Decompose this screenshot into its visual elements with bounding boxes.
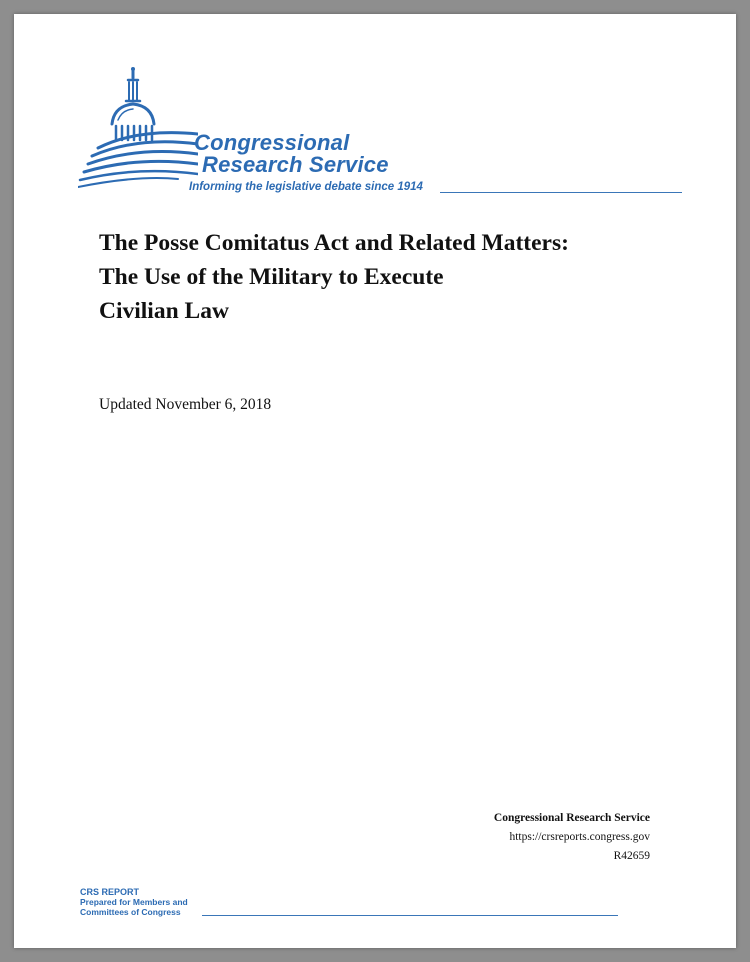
publisher-url[interactable]: https://crsreports.congress.gov — [509, 831, 650, 843]
crs-report-footer — [80, 887, 188, 917]
publisher-block — [494, 809, 650, 866]
crs-logo — [78, 66, 678, 196]
footer-heading: CRS REPORT — [80, 887, 140, 897]
title-line-2: The Use of the Military to Execute — [99, 264, 444, 290]
document-page — [14, 14, 736, 948]
footer-line-1: Prepared for Members and — [80, 897, 188, 907]
publisher-name: Congressional Research Service — [493, 812, 650, 824]
logo-name-line1: Congressional — [194, 130, 350, 155]
capitol-dome-icon — [78, 66, 198, 196]
footer-divider — [202, 915, 618, 916]
document-title — [99, 226, 699, 328]
title-line-3: Civilian Law — [99, 298, 229, 324]
updated-date: Updated November 6, 2018 — [99, 396, 272, 413]
report-number: R42659 — [613, 850, 650, 862]
logo-divider — [440, 192, 682, 193]
footer-line-2: Committees of Congress — [80, 907, 181, 917]
logo-tagline: Informing the legislative debate since 1914 — [189, 181, 423, 193]
title-line-1: The Posse Comitatus Act and Related Matters: — [99, 230, 569, 256]
logo-name-line2: Research Service — [202, 152, 389, 177]
